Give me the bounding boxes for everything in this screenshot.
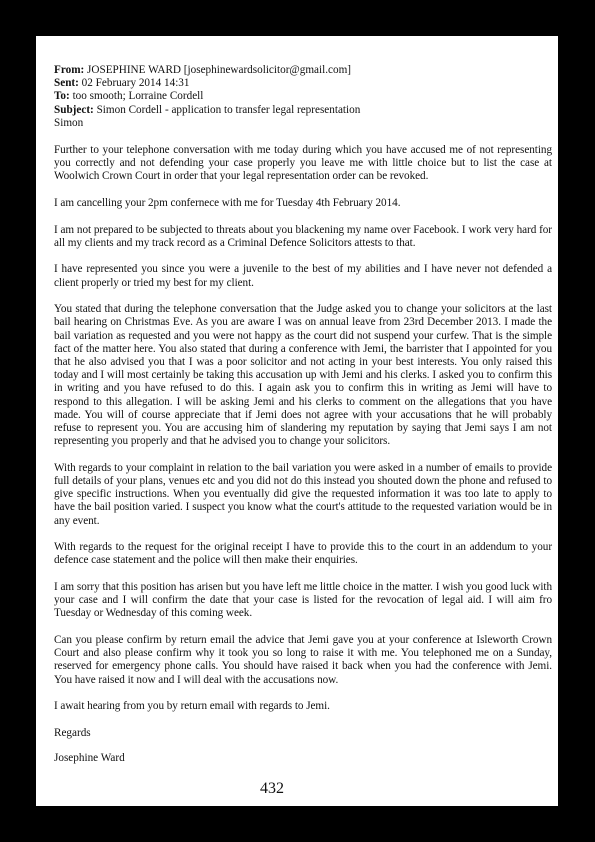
paragraph-original-receipt: With regards to the request for the original receipt I have to provide this to the court in an addendum to your defence case statement and the police will then make their enquiries. — [54, 541, 552, 567]
paragraph-confirm-advice: Can you please confirm by return email the advice that Jemi gave you at your conference at Isleworth Crown Court and also please confirm why it took you so long to raise it with me. You telephoned me on a Sunday, reserved for emergency phone calls. You should have raised it back when you had the conference with Jemi. You have raised it now and I will deal with the accusations now. — [54, 634, 552, 686]
subject-value: Simon Cordell - application to transfer legal representation — [96, 103, 361, 116]
salutation: Simon — [54, 116, 84, 129]
subject-label: Subject: — [54, 103, 94, 116]
to-value: too smooth; Lorraine Cordell — [72, 90, 204, 103]
page-number: 432 — [260, 780, 284, 797]
paragraph-await: I await hearing from you by return email with regards to Jemi. — [54, 700, 330, 713]
email-header — [54, 64, 544, 130]
paragraph-judge-conversation: You stated that during the telephone conversation that the Judge asked you to change your solicitors at the last bail hearing on Christmas Eve. As you are aware I was on annual leave from 23rd December 2013. I made the bail variation as requested and you were not happy as the court did not suspend your curfew. That is the simple fact of the matter here. You also stated that during a conference with Jemi, the barrister that I appointed for you that he also advised you that I was a poor solicitor and not acting in your best interests. You only raised this today and I will most certainly be taking this accusation up with Jemi and his clerks. I asked you to confirm this in writing and you have refused to do this. I again ask you to confirm this in writing as Jemi will have to respond to this allegation. I will be asking Jemi and his clerks to comment on the allegations that you have made. You will of course appreciate that if Jemi does not agree with your accusations that he will probably refuse to represent you. You are accusing him of slandering my reputation by saying that Jemi says I am not representing you properly and that he advised you to change your solicitors. — [54, 303, 552, 448]
from-label: From: — [54, 64, 85, 76]
document-page — [36, 36, 558, 806]
paragraph-sorry: I am sorry that this position has arisen but you have left me little choice in the matter. I wish you good luck with your case and I will confirm the date that your case is listed for the revocation of legal aid. I will aim fro Tuesday or Wednesday of this coming week. — [54, 581, 552, 620]
to-label: To: — [54, 90, 70, 103]
from-line — [54, 64, 544, 77]
sent-value: 02 February 2014 14:31 — [81, 77, 190, 90]
from-value: JOSEPHINE WARD [josephinewardsolicitor@gmail.com] — [87, 64, 352, 76]
paragraph-represented: I have represented you since you were a juvenile to the best of my abilities and I have never not defended a client properly or tried my best for my client. — [54, 263, 552, 289]
paragraph-revocation: Further to your telephone conversation with me today during which you have accused me of not representing you correctly and not defending your case properly you leave me with little choice but to list the case at Woolwich Crown Court in order that your legal representation order can be revoked. — [54, 144, 552, 183]
to-line — [54, 90, 544, 103]
subject-line — [54, 104, 544, 117]
sent-label: Sent: — [54, 77, 79, 90]
paragraph-cancel-conference: I am cancelling your 2pm confernece with me for Tuesday 4th February 2014. — [54, 197, 401, 209]
email-body — [54, 144, 552, 777]
closing: Regards — [54, 726, 91, 739]
sent-line — [54, 77, 544, 90]
paragraph-threats: I am not prepared to be subjected to threats about you blackening my name over Facebook. I work very hard for all my clients and my track record as a Criminal Defence Solicitors attests to that. — [54, 223, 552, 249]
signature: Josephine Ward — [54, 752, 125, 765]
paragraph-bail-variation: With regards to your complaint in relation to the bail variation you were asked in a number of emails to provide full details of your plans, venues etc and you did not do this instead you shouted down the phone and refused to give specific instructions. When you eventually did give the requested information it was too late to apply to have the bail position varied. I suspect you know what the court's attitude to the requested variation would be in any event. — [54, 461, 552, 527]
